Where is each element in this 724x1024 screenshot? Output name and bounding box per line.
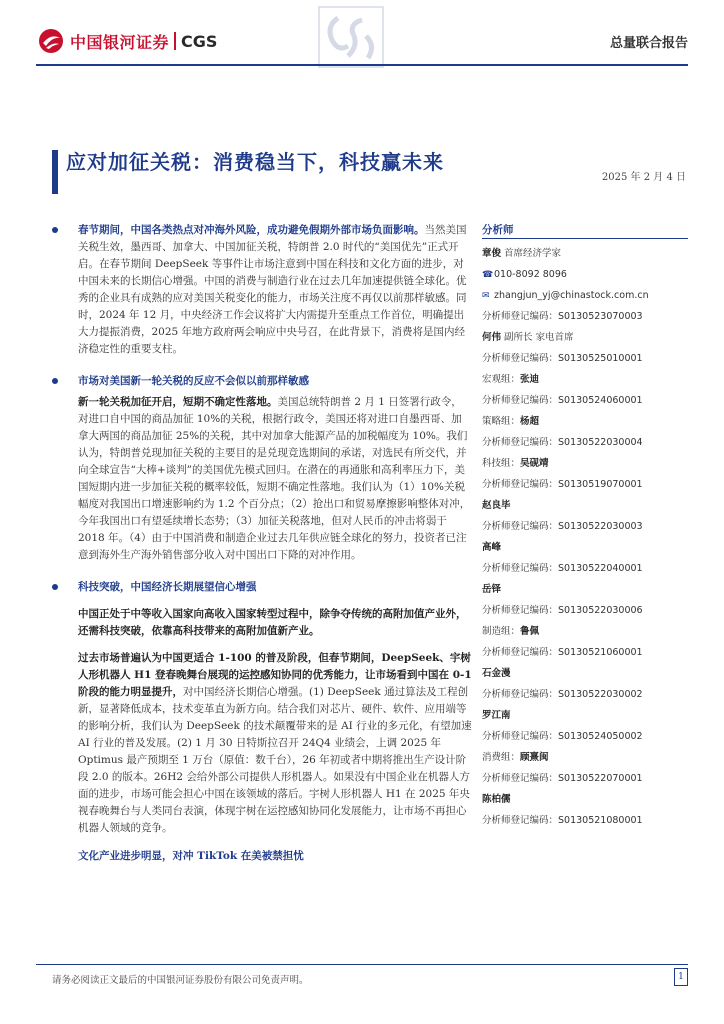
header-divider [36,64,688,66]
analyst-email[interactable]: zhangjun_yj@chinastock.com.cn [494,290,649,301]
page-number: 1 [674,968,688,986]
group-analyst-cert: 分析师登记编码：S0130522030002 [482,689,643,700]
tech-body-2: 对中国经济长期信心增强。(1) DeepSeek 通过算法及工程创新，显著降低成本，技术变革直为新方向。结合我们对芯片、硬件、软件、应用端等的影响分析，我们认为 DeepSeek 的技术颠覆带来的是 AI 行业的多元化，有望加速 AI 行业的普及发展。(2) 1 月 30 日特斯拉召开 24Q4 业绩会，上调 2025 年 Optimus 最产预期至 1 万台（原值：数千台），26 年初或者中期将推出生产设计阶段 2.0 的版本。26H2 会给外部公司提供人形机器人。如果没有中国企业在机器人方面的进步，市场可能会担心中国在该领域的落后。宇树人形机器人 H1 在 2025 年央视春晚舞台与人类同台表演，体现宇树在运控感知协同化发展能力，让市场不再担心机器人领域的竞争。 [78,686,472,834]
analyst-name-line [482,243,688,264]
analyst-cert: 分析师登记编码：S0130523070003 [482,311,643,322]
analyst-group-list [482,369,688,831]
group-label: 策略组： [482,416,521,427]
group-analyst-name: 罗江南 [482,710,511,721]
group-analyst-line [482,747,688,768]
section-heading-culture [52,843,472,869]
tech-lead: 中国正处于中等收入国家向高收入国家转型过程中，除争夺传统的高附加值产业外，还需科技突破，依靠高科技带来的高附加值新产业。 [78,608,467,637]
analyst-title: 副所长 家电首席 [504,332,574,343]
report-date: 2025 年 2 月 4 日 [601,172,686,183]
sidebar-divider [482,238,688,239]
group-analyst-line [482,369,688,390]
group-analyst-name: 陈柏儒 [482,794,511,805]
group-label: 宏观组： [482,374,521,385]
group-analyst-cert: 分析师登记编码：S0130521080001 [482,815,643,826]
group-analyst-name: 石金漫 [482,668,511,679]
group-analyst-name: 张迪 [520,374,540,385]
group-analyst-line [482,537,688,558]
tech-paragraph-1 [52,606,472,640]
bullet-icon [52,584,58,590]
group-analyst-cert: 分析师登记编码：S0130522030006 [482,605,643,616]
tariff-body: 美国总统特朗普 2 月 1 日签署行政令，对进口自中国的商品加征 10%的关税，根据行政令，美国还将对进口自墨西哥、加拿大两国的商品加征 25%的关税，其中对加拿大能源产品的加税幅度为 10%。我们认为，特朗普兑现加征关税的主要目的是兑现竞选期间的承诺，对选民有所交代，并向全球宣告“大棒+谈判”的美国优先模式回归。在潜在的再通胀和高利率压力下，美国短期内进一步加征关税的概率较低，短期不确定性落地。我们认为（1）10%关税幅度对我国出口增速影响约为 1.2 个百分点；（2）抢出口和贸易摩擦影响整体对冲，今年我国出口有望延续增长态势；（3）加征关税落地，但对人民币的冲击将弱于 2018 年。（4）由于中国消费和制造企业过去几年供应链全球化的努力，投资者已注意到海外生产海外销售部分收入对中国出口下降的对冲作用。 [78,396,471,561]
report-title: 应对加征关税：消费稳当下，科技赢未来 [66,150,444,174]
section-heading-tech [52,574,472,600]
bullet-icon [52,227,58,233]
sidebar-heading: 分析师 [482,224,514,236]
section-title: 文化产业进步明显，对冲 TikTok 在美被禁担忧 [78,850,304,862]
phone-icon: ☎ [482,270,494,280]
group-analyst-name: 赵良毕 [482,500,511,511]
cgs-watermark-icon [318,6,384,68]
analyst-phone-line [482,264,688,285]
analyst-sidebar [482,222,688,831]
group-analyst-line [482,663,688,684]
group-analyst-cert: 分析师登记编码：S0130519070001 [482,479,643,490]
group-analyst-line [482,495,688,516]
analyst-phone: 010-8092 8096 [494,269,567,280]
analyst-name-line [482,327,688,348]
summary-paragraph [52,222,472,358]
summary-body: 当然美国关税生效，墨西哥、加拿大、中国加征关税，特朗普 2.0 时代的“美国优先”正式开启。在春节期间 DeepSeek 等事件让市场注意到中国在科技和文化方面的进步，对中国未来的长期信心增强。中国的消费与制造行业在过去几年加速提供链全球化。优秀的企业具有成熟的应对美国关税变化的能力，市场关注度不再仅以前那样敏感。同时，2024 年 12 月，中央经济工作会议将扩大内需提升至重点工作首位，明确提出大力提振消费，2025 年地方政府两会响应中央号召，在此背景下，消费将是国内经济稳定性的重要支柱。 [78,224,467,355]
section-title: 科技突破，中国经济长期展望信心增强 [78,581,257,593]
brand-separator [174,32,176,50]
group-analyst-cert: 分析师登记编码：S0130522030004 [482,437,643,448]
tech-paragraph-2 [52,650,472,837]
tariff-lead: 新一轮关税加征开启，短期不确定性落地。 [78,396,278,408]
group-analyst-cert: 分析师登记编码：S0130522040001 [482,563,643,574]
section-title: 市场对美国新一轮关税的反应不会似以前那样敏感 [78,375,309,387]
analyst-email-line[interactable] [482,285,688,306]
group-analyst-cert: 分析师登记编码：S0130521060001 [482,647,643,658]
email-icon: ✉ [482,291,490,301]
group-analyst-line [482,579,688,600]
group-analyst-line [482,705,688,726]
footer-divider [36,964,688,965]
group-analyst-line [482,453,688,474]
group-analyst-line [482,411,688,432]
analyst-name: 何伟 [482,332,502,343]
group-analyst-name: 鲁佩 [520,626,540,637]
analyst-cert: 分析师登记编码：S0130525010001 [482,353,643,364]
group-analyst-cert: 分析师登记编码：S0130524050002 [482,731,643,742]
group-analyst-name: 吴砚靖 [520,458,549,469]
group-analyst-line [482,621,688,642]
group-label: 科技组： [482,458,521,469]
brand-name-en: CGS [181,31,218,51]
page-header [0,0,724,80]
group-analyst-line [482,789,688,810]
brand-name-cn: 中国银河证券 [70,32,170,52]
footer-disclaimer: 请务必阅读正文最后的中国银河证券股份有限公司免责声明。 [52,975,309,986]
brand-logo-icon [38,28,64,54]
group-analyst-name: 顾熹闽 [520,752,549,763]
group-analyst-cert: 分析师登记编码：S0130522070001 [482,773,643,784]
group-analyst-cert: 分析师登记编码：S0130524060001 [482,395,643,406]
analyst-title: 首席经济学家 [504,248,562,259]
group-label: 制造组： [482,626,521,637]
group-analyst-name: 杨超 [520,416,540,427]
group-label: 消费组： [482,752,521,763]
analyst-name: 章俊 [482,248,502,259]
group-analyst-name: 岳铎 [482,584,502,595]
tariff-paragraph [52,394,472,564]
summary-lead: 春节期间，中国各类热点对冲海外风险，成功避免假期外部市场负面影响。 [78,224,425,236]
group-analyst-cert: 分析师登记编码：S0130522030003 [482,521,643,532]
group-analyst-name: 高峰 [482,542,502,553]
main-content [52,222,472,869]
tech-lead-2: 过去市场普遍认为中国更适合 1-100 的普及阶段，但春节期间，DeepSeek、宇树人形机器人 H1 登春晚舞台展现的运控感知协同的优秀能力，让市场看到中国在 0-1 阶段的能力明显提升， [78,652,472,698]
report-type-label: 总量联合报告 [609,36,688,51]
bullet-icon [52,378,58,384]
section-heading-tariff [52,368,472,394]
brand-logo [38,28,217,54]
title-accent-bar [52,150,58,194]
